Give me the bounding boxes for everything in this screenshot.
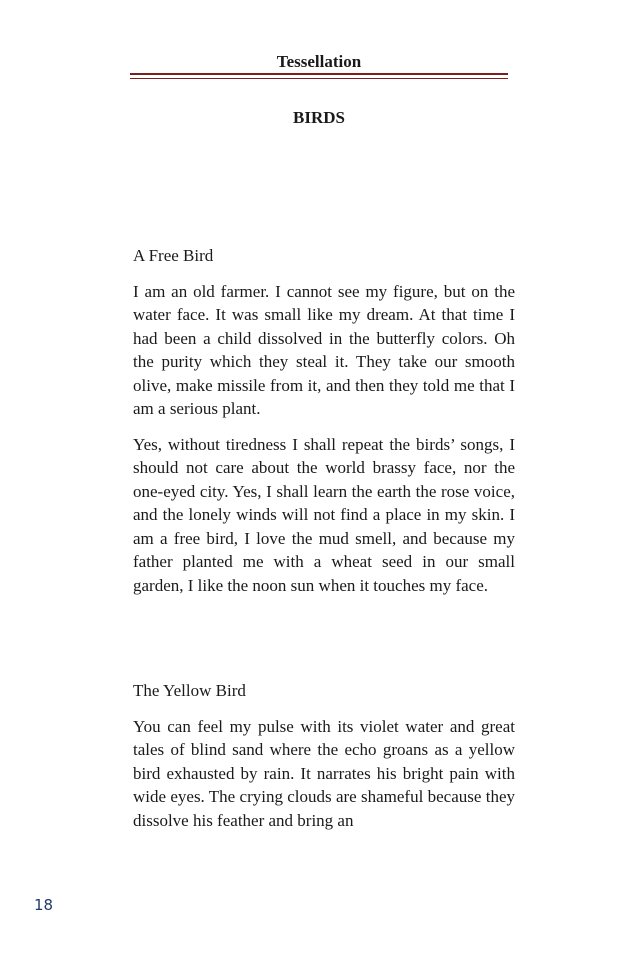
poem-title: A Free Bird [133,246,214,265]
poem-title: The Yellow Bird [133,681,246,700]
section-title: BIRDS [293,108,345,127]
poem-a-free-bird [133,244,515,597]
poem-paragraph: Yes, without tiredness I shall repeat the birds’ songs, I should not care about the world brassy face, nor the one-eyed city. Yes, I shall learn the earth the rose voice, and the lonely winds will not find a place in my skin. I am a free bird, I love the mud smell, and because my father planted me with a wheat seed in our small garden, I like the noon sun when it touches my face. [133,434,515,595]
poem-paragraph: You can feel my pulse with its violet water and great tales of blind sand where the echo groans as a yellow bird exhausted by rain. It narrates his bright pain with wide eyes. The crying clouds are shameful because they dissolve his feather and bring an [133,716,515,830]
poem-paragraph: I am an old farmer. I cannot see my figure, but on the water face. It was small like my dream. At that time I had been a child dissolved in the butterfly colors. Oh the purity which they steal it. They take our smooth olive, make missile from it, and then they told me that I am a serious plant. [133,281,515,418]
header-rule-thick [130,73,508,75]
header-rule-thin [130,78,508,79]
page-number: 18 [34,896,54,914]
running-header-title: Tessellation [276,52,362,71]
poem-the-yellow-bird [133,679,515,832]
